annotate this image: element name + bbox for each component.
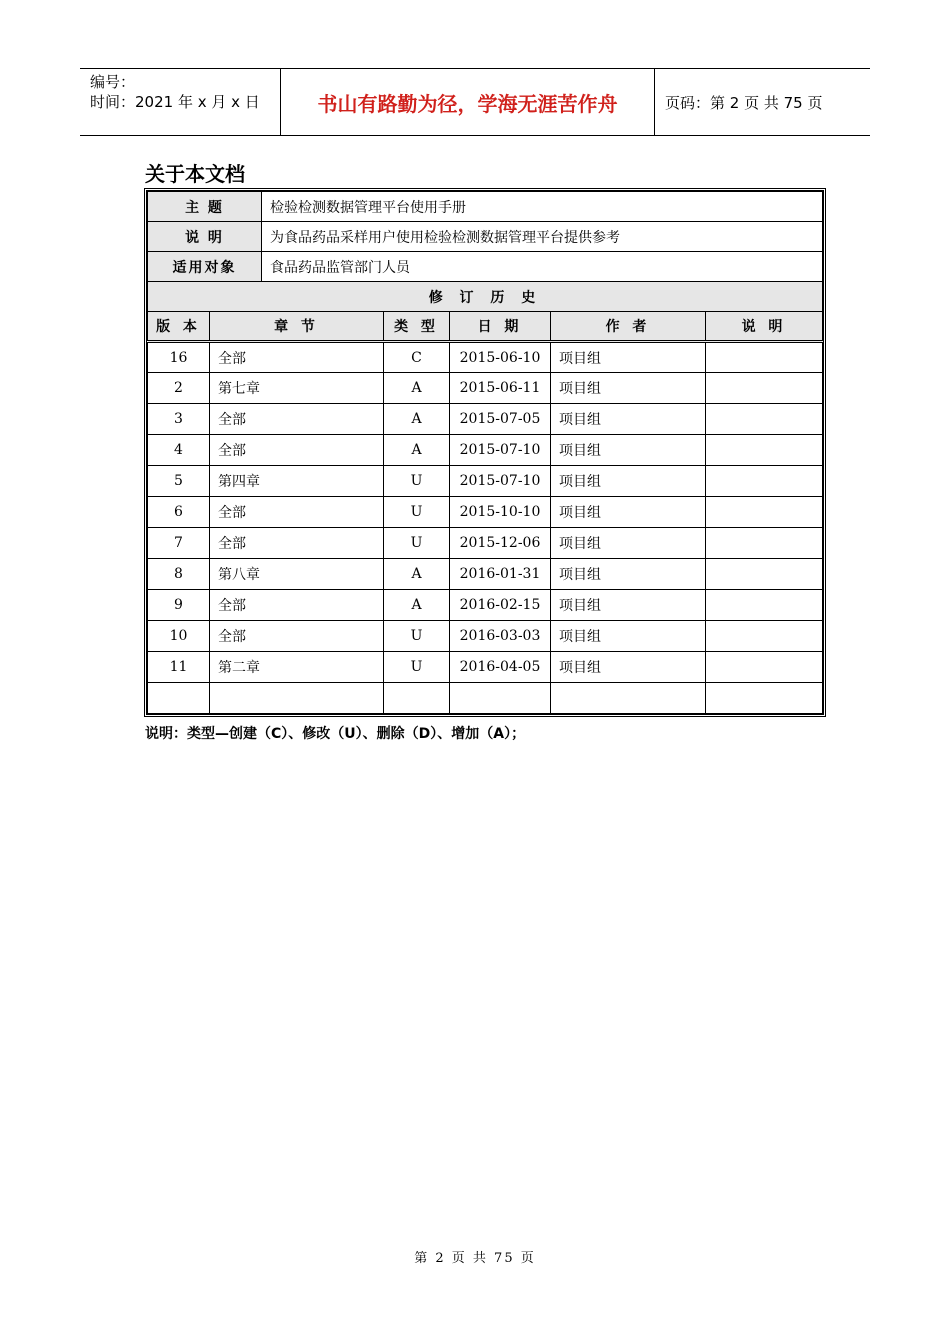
type-note: 说明：类型—创建（C）、修改（U）、删除（D）、增加（A）； [145, 726, 526, 742]
history-header-row [148, 312, 823, 342]
table-row [148, 404, 823, 435]
cell-author: 项目组 [551, 342, 706, 373]
cell-chapter: 第八章 [210, 559, 384, 590]
cell-type [384, 683, 450, 714]
cell-note [706, 373, 823, 404]
cell-type: A [384, 559, 450, 590]
cell-note [706, 466, 823, 497]
header-meta [80, 69, 281, 135]
table-row [148, 497, 823, 528]
cell-chapter: 全部 [210, 342, 384, 373]
cell-note [706, 590, 823, 621]
cell-note [706, 528, 823, 559]
cell-author: 项目组 [551, 559, 706, 590]
table-row [148, 683, 823, 714]
cell-date: 2015-07-10 [450, 435, 551, 466]
cell-author: 项目组 [551, 404, 706, 435]
cell-note [706, 621, 823, 652]
cell-author: 项目组 [551, 435, 706, 466]
cell-date: 2015-07-05 [450, 404, 551, 435]
document-info-box [144, 188, 826, 717]
cell-type: A [384, 404, 450, 435]
cell-author: 项目组 [551, 528, 706, 559]
table-row [148, 652, 823, 683]
cell-date: 2016-02-15 [450, 590, 551, 621]
table-row [148, 342, 823, 373]
cell-chapter: 全部 [210, 404, 384, 435]
cell-chapter: 全部 [210, 435, 384, 466]
cell-version: 2 [148, 373, 210, 404]
cell-chapter: 全部 [210, 497, 384, 528]
cell-type: A [384, 435, 450, 466]
cell-date [450, 683, 551, 714]
page-footer: 第 2 页 共 75 页 [414, 1251, 536, 1266]
cell-version: 8 [148, 559, 210, 590]
table-row [148, 621, 823, 652]
cell-version: 6 [148, 497, 210, 528]
cell-note [706, 404, 823, 435]
cell-date: 2016-03-03 [450, 621, 551, 652]
cell-author: 项目组 [551, 652, 706, 683]
cell-version: 9 [148, 590, 210, 621]
cell-chapter: 第二章 [210, 652, 384, 683]
desc-label: 说 明 [148, 222, 262, 252]
history-body [148, 342, 823, 714]
cell-type: A [384, 373, 450, 404]
cell-type: U [384, 466, 450, 497]
doc-title: 关于本文档 [145, 162, 245, 186]
cell-chapter: 全部 [210, 528, 384, 559]
cell-version [148, 683, 210, 714]
col-version: 版 本 [148, 312, 210, 342]
cell-note [706, 559, 823, 590]
cell-date: 2015-06-10 [450, 342, 551, 373]
cell-author: 项目组 [551, 590, 706, 621]
subject-label: 主 题 [148, 192, 262, 222]
cell-type: U [384, 652, 450, 683]
cell-version: 11 [148, 652, 210, 683]
cell-type: U [384, 528, 450, 559]
cell-note [706, 342, 823, 373]
cell-chapter: 全部 [210, 621, 384, 652]
table-row [148, 590, 823, 621]
desc-value: 为食品药品采样用户使用检验检测数据管理平台提供参考 [262, 222, 823, 252]
cell-version: 5 [148, 466, 210, 497]
code-label: 编号： [90, 73, 136, 91]
cell-note [706, 435, 823, 466]
cell-type: C [384, 342, 450, 373]
target-value: 食品药品监管部门人员 [262, 252, 823, 282]
table-row [148, 559, 823, 590]
col-date: 日 期 [450, 312, 551, 342]
cell-date: 2015-07-10 [450, 466, 551, 497]
cell-chapter: 第七章 [210, 373, 384, 404]
cell-version: 7 [148, 528, 210, 559]
cell-author: 项目组 [551, 373, 706, 404]
col-note: 说 明 [706, 312, 823, 342]
cell-version: 4 [148, 435, 210, 466]
table-row [148, 373, 823, 404]
cell-author [551, 683, 706, 714]
page-header [80, 68, 870, 136]
cell-chapter: 全部 [210, 590, 384, 621]
cell-version: 3 [148, 404, 210, 435]
history-title: 修 订 历 史 [148, 282, 823, 312]
cell-date: 2016-01-31 [450, 559, 551, 590]
cell-date: 2015-10-10 [450, 497, 551, 528]
subject-value: 检验检测数据管理平台使用手册 [262, 192, 823, 222]
cell-version: 10 [148, 621, 210, 652]
cell-note [706, 652, 823, 683]
cell-date: 2015-06-11 [450, 373, 551, 404]
cell-version: 16 [148, 342, 210, 373]
cell-type: U [384, 497, 450, 528]
cell-chapter: 第四章 [210, 466, 384, 497]
cell-author: 项目组 [551, 497, 706, 528]
header-page-info: 页码：第 2 页 共 75 页 [665, 93, 823, 112]
cell-author: 项目组 [551, 466, 706, 497]
cell-type: A [384, 590, 450, 621]
target-label: 适用对象 [148, 252, 262, 282]
cell-chapter [210, 683, 384, 714]
header-motto: 书山有路勤为径，学海无涯苦作舟 [281, 69, 655, 135]
info-table [147, 191, 823, 714]
table-row [148, 466, 823, 497]
col-type: 类 型 [384, 312, 450, 342]
col-author: 作 者 [551, 312, 706, 342]
cell-note [706, 683, 823, 714]
cell-date: 2016-04-05 [450, 652, 551, 683]
time-label: 时间：2021 年 x 月 x 日 [90, 93, 260, 111]
table-row [148, 435, 823, 466]
col-chapter: 章 节 [210, 312, 384, 342]
cell-author: 项目组 [551, 621, 706, 652]
cell-type: U [384, 621, 450, 652]
table-row [148, 528, 823, 559]
cell-note [706, 497, 823, 528]
cell-date: 2015-12-06 [450, 528, 551, 559]
